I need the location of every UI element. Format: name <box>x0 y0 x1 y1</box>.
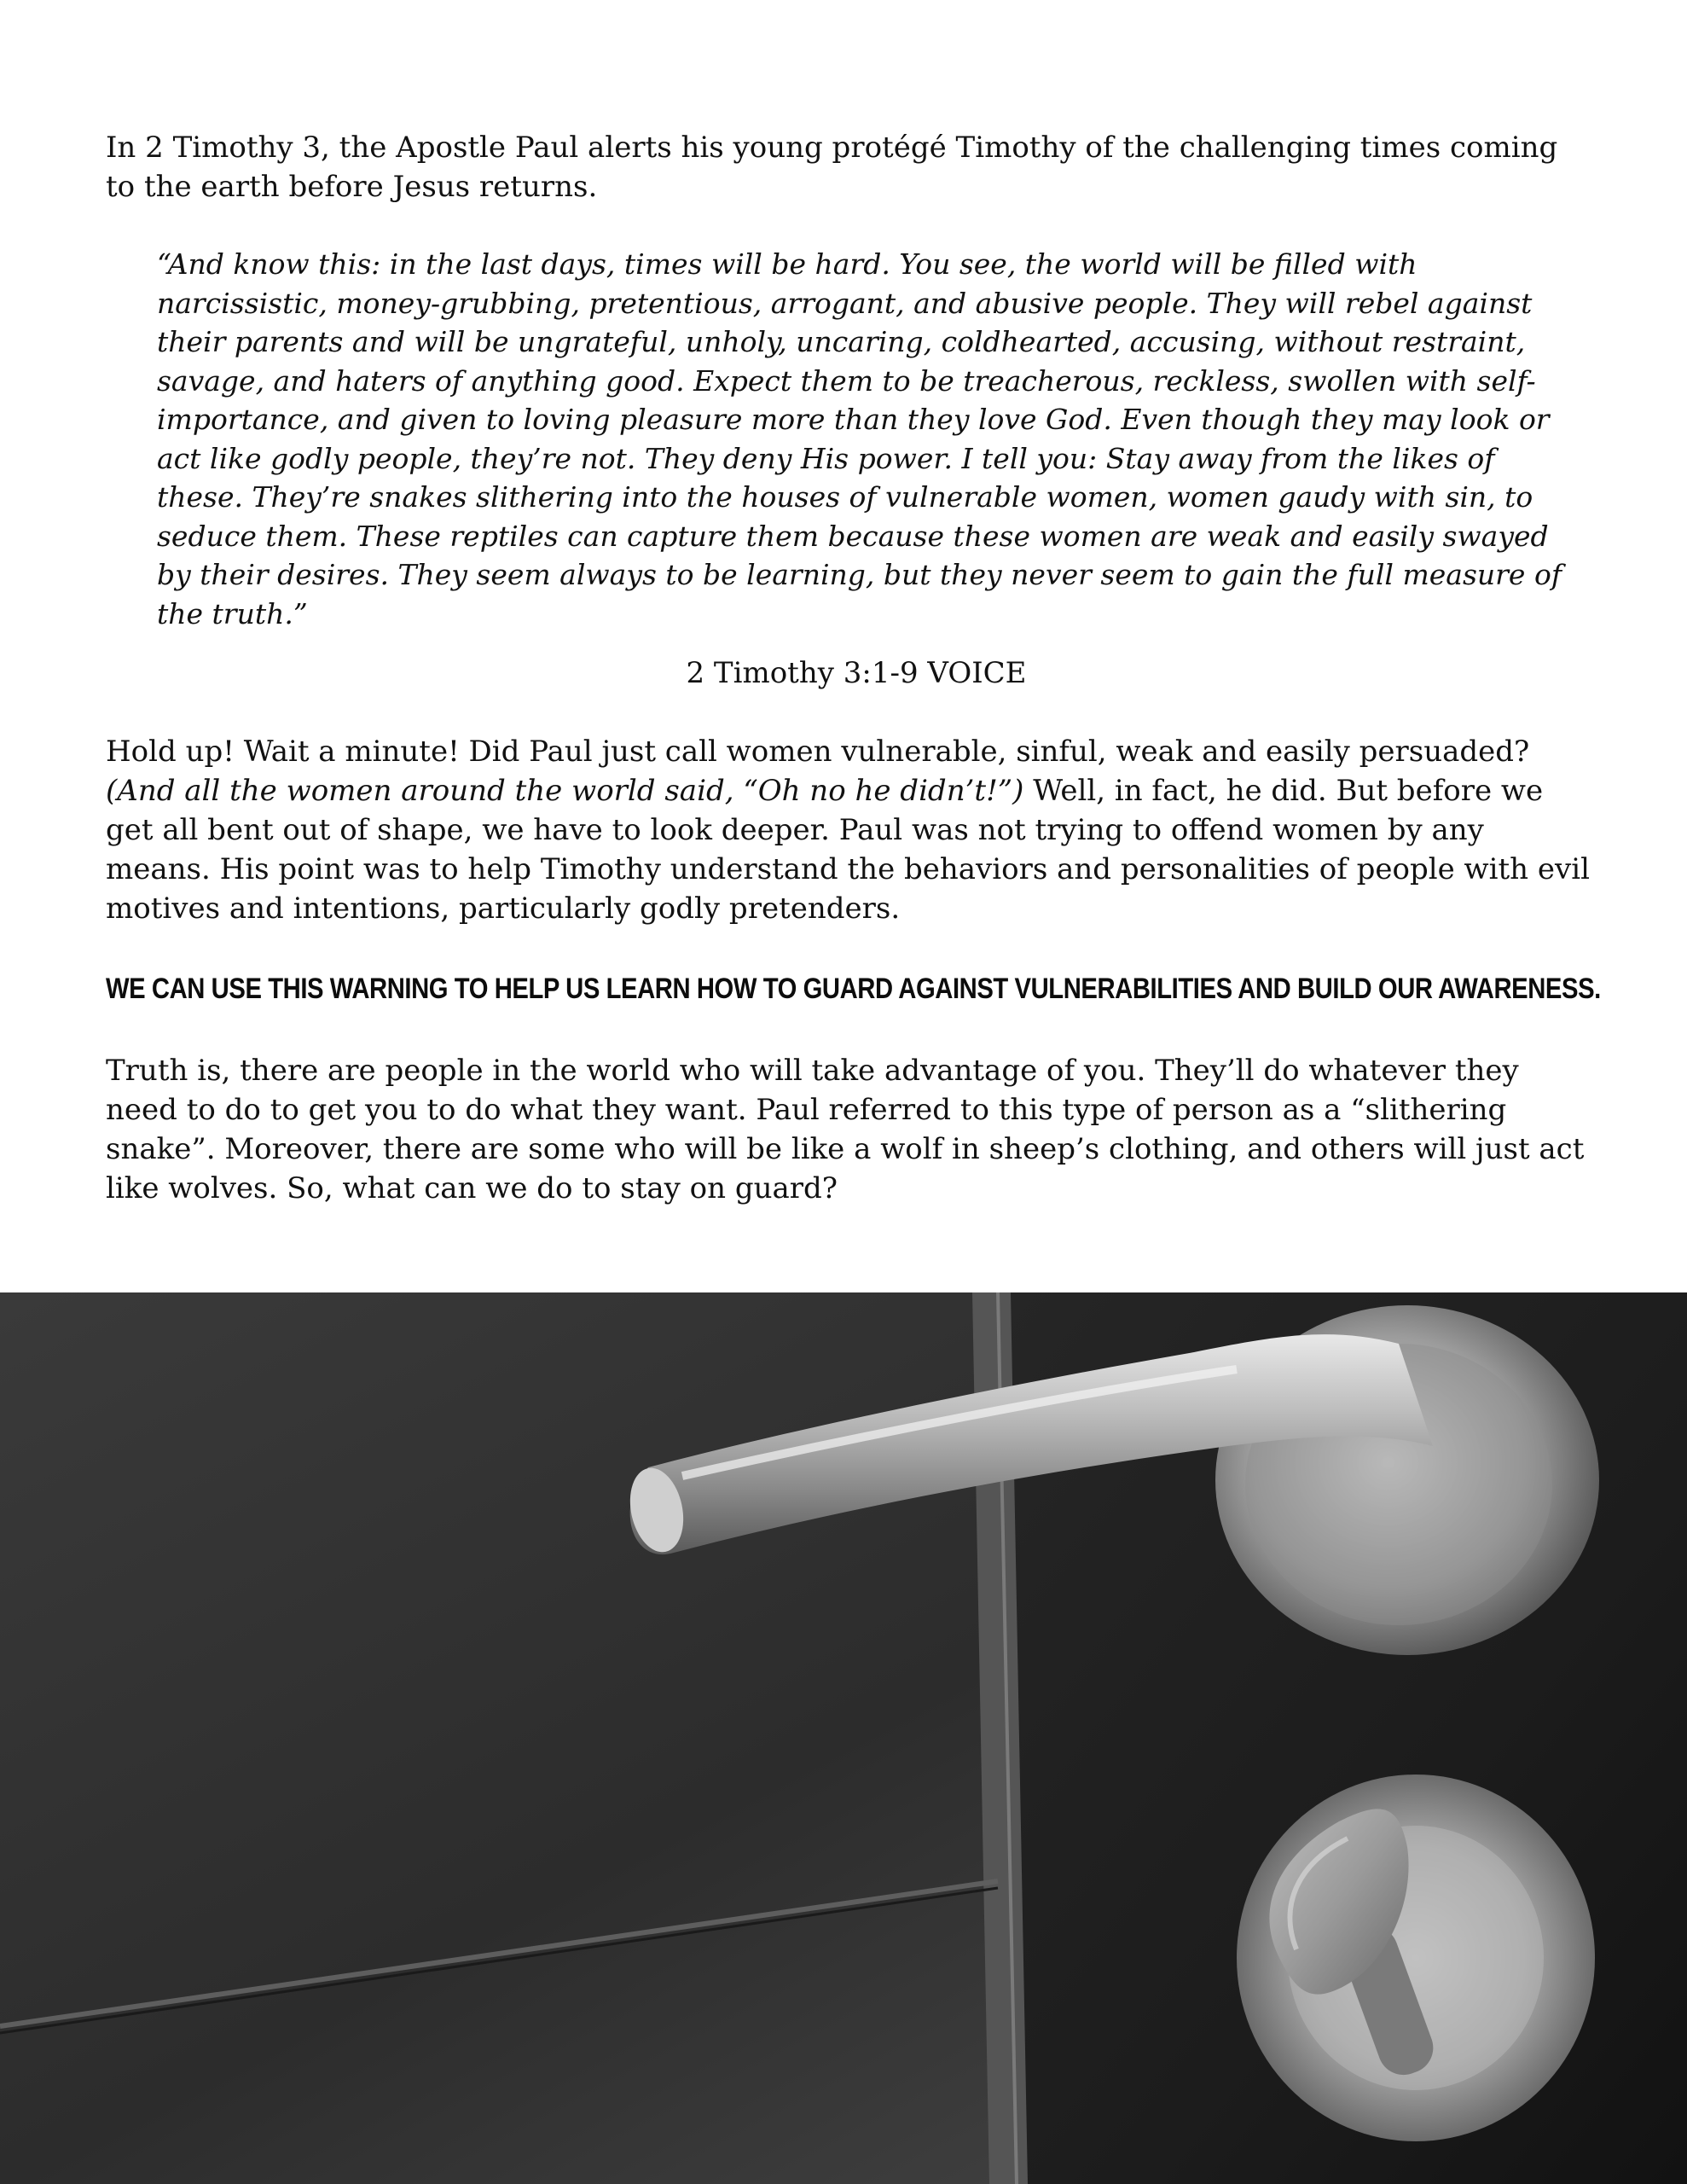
article-body <box>106 128 1601 1208</box>
holdup-rest: Well, in fact, he did. But before we get all bent out of shape, we have to look deeper. Paul was not trying to offend women by any means. His point was to help Timothy understand the behaviors and personalities of people with evil motives and intentions, particularly godly pretenders. <box>106 774 1590 926</box>
truth-paragraph: Truth is, there are people in the world who will take advantage of you. They’ll do whatever they need to do to get you to do what they want. Paul referred to this type of person as a “slithering snake”. Moreover, there are some who will be like a wolf in sheep’s clothing, and others will just act like wolves. So, what can we do to stay on guard? <box>106 1054 1585 1205</box>
holdup-lead: Hold up! Wait a minute! Did Paul just call women vulnerable, sinful, weak and easily persuaded? <box>106 735 1530 769</box>
holdup-paragraph <box>106 732 1590 928</box>
callout-heading: WE CAN USE THIS WARNING TO HELP US LEARN HOW TO GUARD AGAINST VULNERABILITIES AND BUILD OUR AWARENESS. <box>106 973 1601 1005</box>
holdup-aside: (And all the women around the world said, “Oh no he didn’t!”) <box>106 774 1024 808</box>
scripture-quote: “And know this: in the last days, times will be hard. You see, the world will be filled with narcissistic, money-grubbing, pretentious, arrogant, and abusive people. They will rebel against their parents and will be ungrateful, unholy, uncaring, coldhearted, accusing, without restraint, savage, and haters of anything good. Expect them to be treacherous, reckless, swollen with self-importance, and given to loving pleasure more than they love God. Even though they may look or act like godly people, they’re not. They deny His power. I tell you: Stay away from the likes of these. They’re snakes slithering into the houses of vulnerable women, women gaudy with sin, to seduce them. These reptiles can capture them because these women are weak and easily swayed by their desires. They seem always to be learning, but they never seem to gain the full measure of the truth.” <box>157 247 1562 630</box>
door-handle-photo <box>0 1292 1687 2184</box>
scripture-citation: 2 Timothy 3:1-9 VOICE <box>686 656 1027 690</box>
intro-paragraph: In 2 Timothy 3, the Apostle Paul alerts his young protégé Timothy of the challenging times coming to the earth before Jesus returns. <box>106 131 1558 204</box>
